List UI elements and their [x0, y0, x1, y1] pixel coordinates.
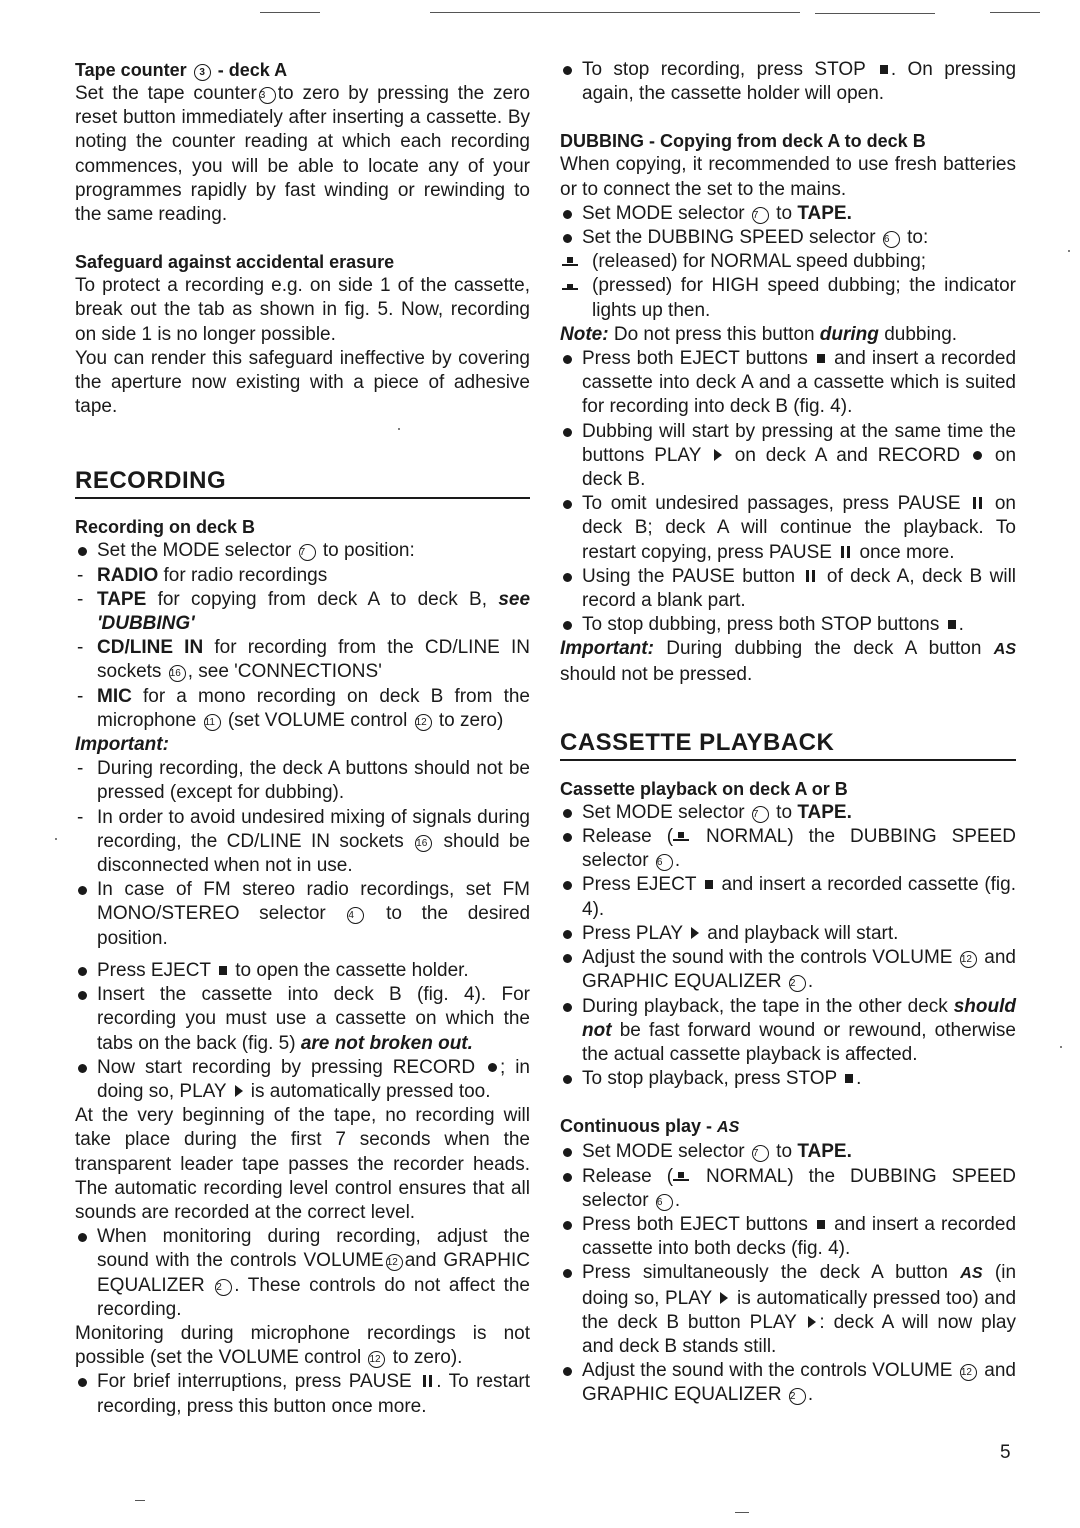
recording-section-title: RECORDING — [75, 467, 530, 499]
tape-counter-heading — [75, 58, 530, 82]
bullet-text: on deck B. — [582, 444, 1017, 491]
bullet-text: : deck A will now play and deck B stands still. — [582, 1311, 1017, 1357]
stop-square-icon — [219, 966, 227, 975]
dash-item-mic — [75, 685, 530, 733]
bullet-cont-mode — [560, 1140, 1016, 1164]
ref-number-badge: 11 — [204, 714, 221, 731]
dubbing-paragraph: When copying, it recommended to use fresh batteries or to connect the set to the mains. — [560, 154, 1016, 200]
playback-heading: Cassette playback on deck A or B — [560, 778, 848, 799]
bullet-text: on deck B; deck A will continue the playback. To restart copying, press PAUSE — [582, 493, 1016, 563]
ref-number-badge: 12 — [960, 1364, 977, 1381]
page-number: 5 — [1000, 1442, 1011, 1463]
continuous-play-heading — [560, 1114, 1016, 1140]
tape-counter-paragraph — [75, 82, 530, 227]
ref-number-badge: 2 — [789, 975, 806, 992]
ref-number-badge: 6 — [883, 231, 900, 248]
dash-text: , see 'CONNECTIONS' — [187, 661, 382, 683]
ref-number-badge: 3 — [194, 64, 211, 81]
dash-item-radio — [75, 564, 530, 588]
bullet-text: Press both EJECT buttons — [582, 348, 808, 370]
bullet-text: When monitoring during recording, adjust the sound with the controls VOLUME — [97, 1226, 530, 1272]
bullet-text: of deck A, deck B will record a blank part. — [582, 565, 1017, 612]
bullet-text: During playback, the tape in the other deck — [582, 995, 948, 1017]
note-text: should not be pressed. — [560, 663, 753, 685]
bullet-text: and GRAPHIC EQUALIZER — [582, 1360, 1016, 1406]
important-item-1: - During recording, the deck A buttons should not be pressed (except for dubbing). — [75, 757, 530, 805]
bullet-text: NORMAL) the DUBBING SPEED selector — [582, 826, 1017, 872]
bullet-pb-release — [560, 825, 1016, 873]
as-button-glyph: AS — [993, 641, 1016, 659]
play-triangle-icon — [235, 1085, 243, 1097]
pause-icon — [806, 570, 815, 582]
paragraph-text: to zero). — [392, 1347, 463, 1369]
button-pressed-icon — [562, 281, 580, 291]
bullet-text: ; in doing so, PLAY — [97, 1056, 530, 1102]
ref-number-badge: 16 — [169, 665, 186, 682]
important-label: Important: — [560, 638, 654, 660]
bullet-text: Now start recording by pressing RECORD — [97, 1056, 476, 1078]
right-column — [560, 58, 1016, 1408]
bullet-text: (in doing so, PLAY — [582, 1262, 1017, 1309]
bullet-text: Press simultaneously the deck A button — [582, 1262, 948, 1284]
bullet-text: and GRAPHIC EQUALIZER — [97, 1250, 530, 1296]
bullet-text: . These controls do not affect the recording. — [97, 1274, 530, 1320]
bullet-dub-blank — [560, 565, 1016, 613]
bullet-emphasis: should not — [582, 995, 1016, 1041]
bullet-text: once more. — [859, 541, 955, 563]
bullet-fm-stereo — [75, 878, 530, 951]
bullet-text: Press EJECT — [582, 874, 697, 896]
bullet-text: . To restart recording, press this button once more. — [97, 1371, 531, 1417]
dash-text: for copying from deck A to deck B, — [157, 588, 487, 610]
bullet-text: . — [958, 614, 964, 636]
bullet-text: Insert the cassette into deck B (fig. 4). For recording you must use a cassette on which the tabs on the back (fig. 5) — [97, 984, 530, 1054]
bullet-text: and insert a recorded cassette into both decks (fig. 4). — [582, 1213, 1017, 1260]
ref-number-badge: 7 — [752, 806, 769, 823]
scan-speck — [55, 838, 57, 840]
heading-text: Continuous play - — [560, 1116, 712, 1137]
heading-text: - deck A — [217, 60, 288, 80]
paragraph-text: Monitoring during microphone recordings is not possible (set the VOLUME control — [75, 1322, 530, 1369]
bullet-stop-recording — [560, 58, 1016, 106]
bullet-pb-eject — [560, 873, 1016, 921]
bullet-dub-eject — [560, 347, 1016, 420]
play-triangle-icon — [720, 1292, 728, 1304]
bullet-text: . — [856, 1068, 862, 1090]
dash-italic: see 'DUBBING' — [97, 588, 531, 635]
bullet-dub-speed — [560, 226, 1016, 250]
bullet-text: Adjust the sound with the controls VOLUME — [582, 1360, 953, 1382]
stop-square-icon — [845, 1074, 853, 1083]
ref-number-badge: 6 — [656, 1194, 673, 1211]
dash-text: should be disconnected when not in use. — [97, 830, 531, 877]
important-item-2 — [75, 806, 530, 879]
dash-text: In order to avoid undesired mixing of signals during recording, the CD/LINE IN sockets — [97, 806, 530, 852]
safeguard-paragraph-2: You can render this safeguard ineffective by covering the aperture now existing with a piece of adhesive tape. — [75, 347, 530, 418]
bullet-pb-stop — [560, 1067, 1016, 1091]
note-emphasis: during — [819, 323, 879, 345]
pause-icon — [423, 1375, 432, 1387]
bullet-text: In case of FM stereo radio recordings, set FM MONO/STEREO selector — [97, 879, 530, 925]
speed-normal-item — [560, 250, 1016, 274]
bullet-text: to the desired position. — [97, 903, 531, 949]
stop-square-icon — [880, 65, 888, 74]
ref-number-badge: 6 — [656, 854, 673, 871]
safeguard-paragraph-1: To protect a recording e.g. on side 1 of the cassette, break out the tab as shown in fig. 5. Now, recording on side 1 is no longer possible. — [75, 275, 530, 345]
bullet-text: Set MODE selector — [582, 202, 745, 224]
bullet-bold: TAPE. — [797, 202, 852, 224]
bullet-text: . — [674, 1189, 681, 1211]
recording-deck-b-heading: Recording on deck B — [75, 517, 256, 538]
bullet-text: NORMAL) the DUBBING SPEED selector — [582, 1165, 1017, 1211]
bullet-eject — [75, 959, 530, 983]
scan-noise — [735, 1512, 749, 1513]
bullet-text: Using the PAUSE button — [582, 565, 796, 587]
scan-noise — [815, 13, 935, 14]
note-label: Note: — [560, 323, 609, 345]
bullet-text: To omit undesired passages, press PAUSE — [582, 493, 961, 515]
bullet-text: to — [776, 801, 793, 823]
scan-noise — [260, 12, 320, 13]
bullet-text: To stop dubbing, press both STOP buttons — [582, 614, 940, 636]
note-text: During dubbing the deck A button — [666, 638, 982, 660]
dash-bold: CD/LINE IN — [97, 637, 204, 659]
bullet-text: Set the DUBBING SPEED selector — [582, 227, 876, 249]
dash-item-cdline — [75, 636, 530, 684]
note-text: Do not press this button — [613, 323, 815, 345]
ref-number-badge: 7 — [752, 1145, 769, 1162]
scan-noise — [430, 12, 800, 13]
symbol-text: (pressed) for HIGH speed dubbing; the indicator lights up then. — [592, 275, 1016, 321]
bullet-text: on deck A and RECORD — [734, 444, 961, 466]
dash-text: for recording from the CD/LINE IN sockets — [97, 637, 531, 683]
stop-square-icon — [817, 354, 825, 363]
play-triangle-icon — [691, 927, 699, 939]
bullet-text: Release ( — [582, 1165, 674, 1187]
bullet-text: and insert a recorded cassette into deck A and a cassette which is suited for recording into deck B (fig. 4). — [582, 348, 1017, 418]
stop-square-icon — [705, 880, 713, 889]
as-button-glyph: AS — [960, 1265, 983, 1283]
bullet-pause — [75, 1370, 530, 1418]
heading-text: Tape counter — [75, 60, 187, 80]
bullet-mode-selector — [75, 539, 530, 563]
bullet-pb-adjust — [560, 946, 1016, 994]
dash-text: (set VOLUME control — [227, 709, 408, 731]
bullet-text: . — [807, 971, 814, 993]
bullet-text: Adjust the sound with the controls VOLUME — [582, 947, 953, 969]
ref-number-badge: 7 — [299, 544, 316, 561]
bullet-dub-pause — [560, 492, 1016, 565]
bullet-text: to: — [907, 227, 929, 249]
ref-number-badge: 7 — [752, 207, 769, 224]
button-released-icon — [673, 832, 691, 842]
play-triangle-icon — [808, 1316, 816, 1328]
bullet-bold: TAPE. — [797, 1141, 852, 1163]
play-triangle-icon — [714, 449, 722, 461]
paragraph-text: to zero by pressing the zero reset button immediately after inserting a cassette. By noting the counter reading at which each recording commences, you will be able to locate any of your programmes rapidly by fast winding or rewinding to the same reading. — [75, 83, 530, 226]
bullet-text: Release ( — [582, 826, 674, 848]
bullet-pb-play — [560, 922, 1016, 946]
symbol-text: (released) for NORMAL speed dubbing; — [592, 251, 927, 273]
record-dot-icon — [488, 1063, 497, 1072]
ref-number-badge: 12 — [386, 1254, 403, 1271]
bullet-bold: TAPE. — [797, 801, 852, 823]
bullet-cont-press — [560, 1261, 1016, 1359]
bullet-text: To stop playback, press STOP — [582, 1068, 837, 1090]
bullet-text: to open the cassette holder. — [235, 959, 469, 981]
bullet-text: Set MODE selector — [582, 801, 745, 823]
stop-square-icon — [948, 620, 956, 629]
bullet-text: to — [776, 202, 793, 224]
bullet-text: and GRAPHIC EQUALIZER — [582, 947, 1016, 993]
bullet-text: Set the MODE selector — [97, 540, 292, 562]
ref-number-badge: 16 — [415, 835, 432, 852]
ref-number-badge: 2 — [215, 1279, 232, 1296]
bullet-cont-eject — [560, 1213, 1016, 1261]
bullet-dub-start — [560, 420, 1016, 493]
bullet-text: and playback will start. — [707, 922, 899, 944]
dash-bold: TAPE — [97, 588, 147, 610]
bullet-text: and insert a recorded cassette (fig. 4). — [582, 874, 1016, 920]
bullet-text: Press PLAY — [582, 922, 683, 944]
bullet-text: to — [776, 1141, 793, 1163]
cassette-playback-section-title: CASSETTE PLAYBACK — [560, 729, 1016, 761]
bullet-cont-release — [560, 1165, 1016, 1213]
bullet-text: . — [674, 850, 681, 872]
ref-number-badge: 12 — [368, 1351, 385, 1368]
dubbing-heading: DUBBING - Copying from deck A to deck B — [560, 131, 926, 152]
record-dot-icon — [973, 451, 982, 460]
as-button-glyph: AS — [717, 1119, 740, 1137]
bullet-emphasis: are not broken out. — [300, 1032, 473, 1054]
bullet-insert-cassette — [75, 983, 530, 1056]
stop-square-icon — [817, 1220, 825, 1229]
bullet-text: Dubbing will start by pressing at the same time the buttons PLAY — [582, 420, 1016, 466]
note-line — [560, 323, 1016, 347]
bullet-text: Press both EJECT buttons — [582, 1213, 808, 1235]
dash-text: for radio recordings — [163, 564, 328, 586]
important-dubbing-note — [560, 637, 1016, 686]
left-column — [75, 58, 530, 1419]
note-text: dubbing. — [884, 323, 958, 345]
ref-number-badge: 2 — [789, 1388, 806, 1405]
ref-number-badge: 12 — [960, 951, 977, 968]
bullet-pb-during — [560, 995, 1016, 1068]
dash-text: to zero) — [438, 709, 504, 731]
button-released-icon — [562, 257, 580, 267]
important-label: Important: — [75, 734, 169, 756]
bullet-dub-mode — [560, 202, 1016, 226]
bullet-pb-mode — [560, 801, 1016, 825]
bullet-text: be fast forward wound or rewound, otherwise the actual cassette playback is affected. — [582, 1019, 1016, 1065]
pause-icon — [841, 546, 850, 558]
mic-monitoring-paragraph — [75, 1322, 530, 1370]
safeguard-heading: Safeguard against accidental erasure — [75, 252, 395, 273]
bullet-text: is automatically pressed too. — [250, 1080, 491, 1102]
bullet-start-recording — [75, 1056, 530, 1104]
dash-bold: RADIO — [97, 564, 159, 586]
bullet-text: . On pressing again, the cassette holder will open. — [582, 59, 1017, 105]
dash-item-tape — [75, 588, 530, 636]
bullet-text: Set MODE selector — [582, 1141, 745, 1163]
leader-tape-paragraph: At the very beginning of the tape, no recording will take place during the first 7 seconds when the transparent leader tape passes the recorder heads. The automatic recording level control ensures that all sounds are recorded at the correct level. — [75, 1105, 530, 1223]
bullet-text: To stop recording, press STOP — [582, 59, 866, 80]
bullet-monitoring — [75, 1225, 530, 1322]
bullet-text: to position: — [322, 540, 415, 562]
scan-noise — [990, 12, 1040, 13]
ref-number-badge: 3 — [259, 87, 276, 104]
bullet-text: . — [807, 1384, 814, 1406]
dash-bold: MIC — [97, 685, 132, 707]
bullet-text: For brief interruptions, press PAUSE — [97, 1371, 412, 1393]
pause-icon — [973, 497, 982, 509]
bullet-cont-adjust — [560, 1359, 1016, 1407]
button-released-icon — [673, 1172, 691, 1182]
paragraph-text: Set the tape counter — [75, 83, 257, 104]
ref-number-badge: 4 — [347, 907, 364, 924]
scan-noise — [135, 1500, 145, 1501]
dash-text: for a mono recording on deck B from the microphone — [97, 685, 531, 731]
bullet-text: is automatically pressed too) and the deck B button PLAY — [582, 1287, 1017, 1333]
scan-speck — [1068, 250, 1070, 252]
speed-high-item — [560, 274, 1016, 322]
bullet-text: Press EJECT — [97, 959, 211, 981]
scan-speck — [1060, 1046, 1062, 1048]
bullet-dub-stop — [560, 613, 1016, 637]
ref-number-badge: 12 — [415, 714, 432, 731]
